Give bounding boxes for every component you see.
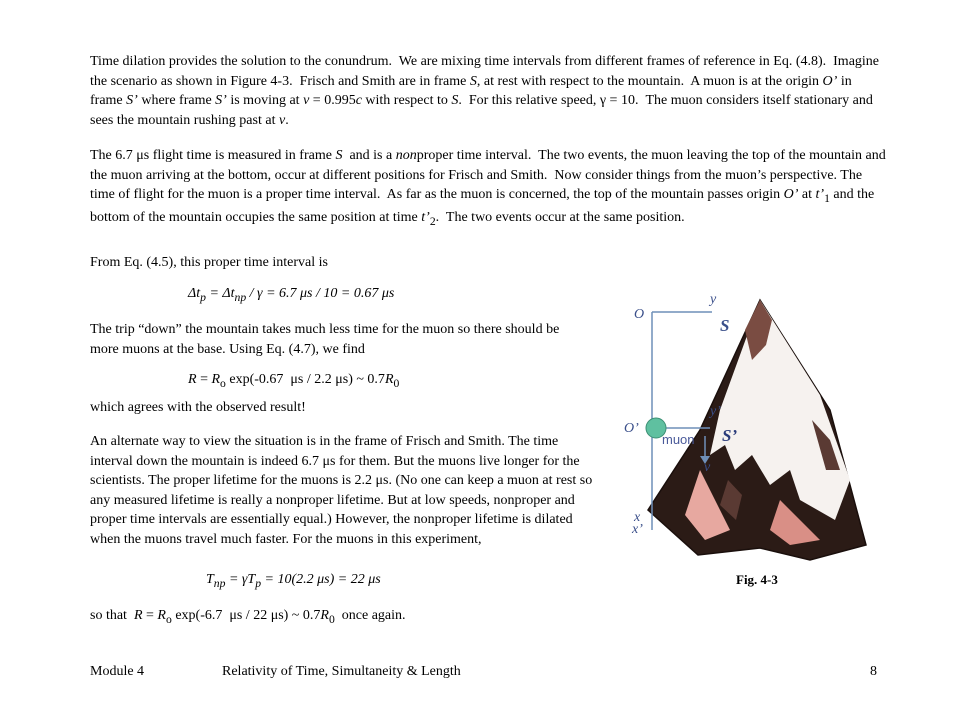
paragraph-alternate-view: An alternate way to view the situation is in the frame of Frisch and Smith. The time interval down the mountain is indeed 6.7 μs for them. But the muons live longer for the scientists. The proper lifetime for the muons is 2.2 μs. (No one can keep a muon at rest so any measured lifetime is really a nonproper lifetime. But at low speeds, nonproper and proper time intervals are essentially equal.) However, the nonproper lifetime is dilated when the muons travel much faster. For the muons in this experiment,: [90, 434, 593, 547]
label-muon: muon: [662, 432, 695, 447]
label-velocity-v: v: [704, 460, 711, 475]
paragraph-from-eq: From Eq. (4.5), this proper time interval is: [90, 255, 328, 270]
label-origin-o: O: [634, 307, 645, 322]
label-axis-yprime: y’: [710, 404, 721, 419]
paragraph-agrees: which agrees with the observed result!: [90, 400, 306, 415]
footer-page-number: 8: [870, 664, 877, 679]
paragraph-proper-time: The 6.7 μs flight time is measured in frame S and is a nonproper time interval. The two events, the muon leaving the top of the mountain and the muon arriving at the bottom, occur at different positions for Frisch and Smith. Now consider things from the muon’s perspective. The time of flight for the muon is a proper time interval. As far as the muon is concerned, the top of the mountain passes origin O’ at $t’_1$ and the bottom of the mountain occupies the same position at time $t’_2$. The two events occur at the same position.: [90, 148, 886, 229]
equation-dilated-lifetime: $T_{np} = \gamma T_p = 10(2.2$ μs) = 22 μs: [206, 572, 381, 590]
label-frame-sprime: S’: [722, 426, 738, 445]
label-axis-x: x: [634, 510, 641, 525]
mountain-illustration: [648, 300, 866, 560]
paragraph-intro: Time dilation provides the solution to the conundrum. We are mixing time intervals from different frames of reference in Eq. (4.8). Imagine the scenario as shown in Figure 4-3. Frisch and Smith are in frame S, at rest with respect to the mountain. A muon is at the origin O’ in frame S’ where frame S’ is moving at v = 0.995c with respect to S. For this relative speed, γ = 10. The muon considers itself stationary and sees the mountain rushing past at v.: [90, 54, 880, 128]
figure-caption: Fig. 4-3: [736, 572, 778, 587]
label-origin-oprime: O’: [624, 421, 639, 436]
label-axis-y: y: [710, 292, 717, 307]
label-axis-xprime: x’: [632, 522, 643, 537]
footer-module: Module 4: [90, 664, 145, 679]
label-frame-s: S: [720, 316, 730, 335]
equation-muon-ratio: $R = R_o$ exp(-0.67 μs / 2.2 μs) ~ $0.7R_0$: [188, 372, 400, 390]
footer-title: Relativity of Time, Simultaneity & Length: [222, 664, 461, 679]
equation-proper-time: $\Delta t_p = \Delta t_{np} / \gamma = 6.7$ μs / 10 = 0.67 μs: [188, 286, 395, 304]
paragraph-trip-down: The trip “down” the mountain takes much less time for the muon so there should be more muons at the base. Using Eq. (4.7), we find: [90, 322, 560, 357]
paragraph-once-again: so that $R = R_o$ exp(-6.7 μs / 22 μs) ~ $0.7R_0$ once again.: [90, 608, 406, 626]
